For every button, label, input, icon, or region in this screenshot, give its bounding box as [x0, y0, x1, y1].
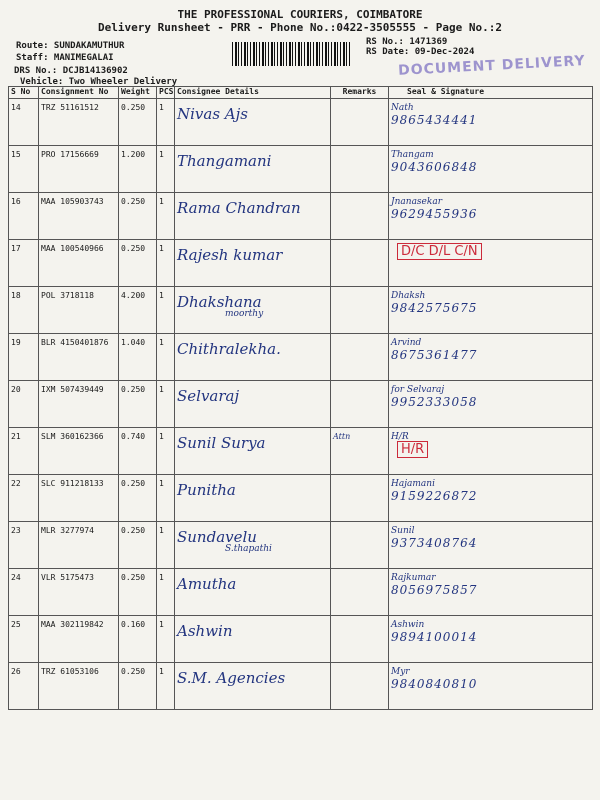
- cell-remarks: [331, 428, 389, 475]
- cell-remarks: [331, 381, 389, 428]
- cell-pcs: [157, 381, 175, 428]
- cell-sno: [9, 99, 39, 146]
- cell-consignee: [175, 475, 331, 522]
- cell-consignee: [175, 522, 331, 569]
- cell-consignment: [39, 334, 119, 381]
- signature-mark: Rajkumar: [391, 573, 436, 583]
- cell-pcs: [157, 663, 175, 710]
- signature-mark: Dhaksh: [391, 291, 426, 301]
- cell-weight: [119, 381, 157, 428]
- cell-remarks: [331, 240, 389, 287]
- weight-value: 1.200: [121, 150, 146, 159]
- red-remark-mark: D/C D/L C/N: [397, 243, 482, 260]
- consignee-name: Dhakshana: [177, 293, 262, 311]
- pcs-value: 1: [159, 432, 164, 441]
- consignee-name: Punitha: [177, 481, 236, 499]
- cell-pcs: [157, 616, 175, 663]
- weight-value: 0.250: [121, 526, 146, 535]
- pcs-value: 1: [159, 150, 164, 159]
- table-row: [9, 193, 593, 240]
- serial-number: 23: [11, 526, 21, 535]
- signature-mark: Myr: [391, 667, 410, 677]
- table-row: [9, 569, 593, 616]
- consignee-name-line2: moorthy: [225, 309, 264, 319]
- table-row: [9, 334, 593, 381]
- cell-signature: [389, 663, 593, 710]
- col-header-signature: Seal & Signature: [389, 87, 593, 99]
- cell-signature: [389, 428, 593, 475]
- consignment-number: MLR 3277974: [41, 526, 94, 535]
- cell-consignment: [39, 663, 119, 710]
- pcs-value: 1: [159, 573, 164, 582]
- weight-value: 0.250: [121, 573, 146, 582]
- signature-mark: Sunil: [391, 526, 415, 536]
- rs-date: RS Date: 09-Dec-2024: [366, 47, 475, 57]
- consignment-number: MAA 105903743: [41, 197, 104, 206]
- pcs-value: 1: [159, 338, 164, 347]
- serial-number: 17: [11, 244, 21, 253]
- consignee-name: Ashwin: [177, 622, 233, 640]
- table-row: [9, 616, 593, 663]
- consignment-number: VLR 5175473: [41, 573, 94, 582]
- signature-mark: Nath: [391, 103, 414, 113]
- cell-remarks: [331, 287, 389, 334]
- cell-consignee: [175, 381, 331, 428]
- weight-value: 0.740: [121, 432, 146, 441]
- cell-consignment: [39, 193, 119, 240]
- col-header-consignee: Consignee Details: [175, 87, 331, 99]
- cell-consignment: [39, 240, 119, 287]
- cell-signature: [389, 616, 593, 663]
- cell-pcs: [157, 146, 175, 193]
- weight-value: 0.250: [121, 385, 146, 394]
- pcs-value: 1: [159, 197, 164, 206]
- serial-number: 20: [11, 385, 21, 394]
- serial-number: 26: [11, 667, 21, 676]
- cell-sno: [9, 193, 39, 240]
- consignment-number: MAA 100540966: [41, 244, 104, 253]
- receiver-phone: 9842575675: [391, 301, 478, 315]
- table-row: [9, 99, 593, 146]
- staff-label: Staff: MANIMEGALAI: [16, 53, 114, 63]
- cell-sno: [9, 522, 39, 569]
- table-row: [9, 663, 593, 710]
- consignee-name: Thangamani: [177, 152, 272, 170]
- receiver-phone: 9159226872: [391, 489, 478, 503]
- cell-consignment: [39, 146, 119, 193]
- table-row: [9, 146, 593, 193]
- col-header-sno: S No: [9, 87, 39, 99]
- signature-mark: Hajamani: [391, 479, 435, 489]
- cell-signature: [389, 287, 593, 334]
- consignee-name: Sundavelu: [177, 528, 257, 546]
- cell-remarks: [331, 663, 389, 710]
- cell-pcs: [157, 193, 175, 240]
- cell-weight: [119, 616, 157, 663]
- consignee-name-line2: S.thapathi: [225, 544, 272, 554]
- serial-number: 16: [11, 197, 21, 206]
- cell-consignee: [175, 616, 331, 663]
- cell-pcs: [157, 334, 175, 381]
- serial-number: 19: [11, 338, 21, 347]
- consignment-number: PRO 17156669: [41, 150, 99, 159]
- cell-consignee: [175, 146, 331, 193]
- cell-consignment: [39, 99, 119, 146]
- cell-pcs: [157, 569, 175, 616]
- consignment-number: SLM 360162366: [41, 432, 104, 441]
- receiver-phone: 9865434441: [391, 113, 478, 127]
- cell-pcs: [157, 240, 175, 287]
- receiver-phone: 8675361477: [391, 348, 478, 362]
- consignee-name: Sunil Surya: [177, 434, 266, 452]
- cell-remarks: [331, 475, 389, 522]
- weight-value: 0.250: [121, 667, 146, 676]
- receiver-phone: 9894100014: [391, 630, 478, 644]
- receiver-phone: 9629455936: [391, 207, 478, 221]
- cell-consignee: [175, 240, 331, 287]
- pcs-value: 1: [159, 479, 164, 488]
- consignment-number: TRZ 61053106: [41, 667, 99, 676]
- consignment-number: MAA 302119842: [41, 620, 104, 629]
- cell-signature: [389, 193, 593, 240]
- cell-weight: [119, 334, 157, 381]
- signature-mark: Jnanasekar: [391, 197, 442, 207]
- cell-weight: [119, 663, 157, 710]
- signature-mark: Thangam: [391, 150, 434, 160]
- cell-sno: [9, 616, 39, 663]
- consignment-number: POL 3718118: [41, 291, 94, 300]
- signature-mark: Ashwin: [391, 620, 425, 630]
- rs-number: RS No.: 1471369: [366, 37, 448, 47]
- table-row: [9, 287, 593, 334]
- cell-weight: [119, 146, 157, 193]
- table-row: [9, 381, 593, 428]
- signature-mark: H/R: [391, 432, 409, 442]
- weight-value: 0.250: [121, 479, 146, 488]
- consignee-name: Amutha: [177, 575, 237, 593]
- col-header-consignment: Consignment No: [39, 87, 119, 99]
- consignment-number: TRZ 51161512: [41, 103, 99, 112]
- serial-number: 21: [11, 432, 21, 441]
- cell-pcs: [157, 287, 175, 334]
- cell-pcs: [157, 475, 175, 522]
- pcs-value: 1: [159, 526, 164, 535]
- cell-weight: [119, 99, 157, 146]
- serial-number: 25: [11, 620, 21, 629]
- receiver-phone: 9373408764: [391, 536, 478, 550]
- weight-value: 1.040: [121, 338, 146, 347]
- signature-mark: Arvind: [391, 338, 422, 348]
- cell-sno: [9, 475, 39, 522]
- serial-number: 14: [11, 103, 21, 112]
- cell-signature: [389, 334, 593, 381]
- cell-pcs: [157, 522, 175, 569]
- cell-weight: [119, 240, 157, 287]
- cell-signature: [389, 99, 593, 146]
- company-title: THE PROFESSIONAL COURIERS, COIMBATORE: [177, 8, 423, 21]
- cell-consignee: [175, 569, 331, 616]
- document-delivery-stamp: DOCUMENT DELIVERY: [397, 53, 586, 79]
- receiver-phone: 8056975857: [391, 583, 478, 597]
- cell-consignment: [39, 522, 119, 569]
- consignee-name: Selvaraj: [177, 387, 240, 405]
- cell-remarks: [331, 522, 389, 569]
- cell-signature: [389, 381, 593, 428]
- weight-value: 4.200: [121, 291, 146, 300]
- cell-consignment: [39, 616, 119, 663]
- cell-consignment: [39, 569, 119, 616]
- cell-signature: [389, 475, 593, 522]
- weight-value: 0.160: [121, 620, 146, 629]
- col-header-remarks: Remarks: [331, 87, 389, 99]
- cell-sno: [9, 381, 39, 428]
- runsheet-table: [8, 86, 593, 710]
- cell-weight: [119, 522, 157, 569]
- cell-pcs: [157, 428, 175, 475]
- consignee-name: Rama Chandran: [177, 199, 301, 217]
- cell-remarks: [331, 146, 389, 193]
- consignment-number: SLC 911218133: [41, 479, 104, 488]
- barcode-image: [232, 42, 352, 66]
- weight-value: 0.250: [121, 244, 146, 253]
- cell-remarks: [331, 616, 389, 663]
- pcs-value: 1: [159, 385, 164, 394]
- cell-sno: [9, 334, 39, 381]
- cell-consignment: [39, 428, 119, 475]
- cell-consignment: [39, 381, 119, 428]
- route-label: Route: SUNDAKAMUTHUR: [16, 41, 125, 51]
- serial-number: 22: [11, 479, 21, 488]
- vehicle-label: Vehicle: Two Wheeler Delivery: [20, 77, 178, 87]
- table-row: [9, 240, 593, 287]
- cell-sno: [9, 663, 39, 710]
- table-header-row: [9, 87, 593, 99]
- serial-number: 15: [11, 150, 21, 159]
- cell-consignee: [175, 193, 331, 240]
- cell-sno: [9, 240, 39, 287]
- receiver-phone: 9952333058: [391, 395, 478, 409]
- serial-number: 18: [11, 291, 21, 300]
- cell-consignee: [175, 287, 331, 334]
- pcs-value: 1: [159, 244, 164, 253]
- weight-value: 0.250: [121, 197, 146, 206]
- cell-remarks: [331, 569, 389, 616]
- cell-pcs: [157, 99, 175, 146]
- cell-remarks: [331, 334, 389, 381]
- pcs-value: 1: [159, 620, 164, 629]
- cell-remarks: [331, 193, 389, 240]
- cell-signature: [389, 240, 593, 287]
- cell-sno: [9, 287, 39, 334]
- table-row: [9, 522, 593, 569]
- signature-mark: for Selvaraj: [391, 385, 445, 395]
- table-row: [9, 475, 593, 522]
- consignee-name: S.M. Agencies: [177, 669, 286, 687]
- cell-sno: [9, 569, 39, 616]
- consignment-number: IXM 507439449: [41, 385, 104, 394]
- cell-sno: [9, 428, 39, 475]
- consignee-name: Rajesh kumar: [177, 246, 283, 264]
- col-header-weight: Weight: [119, 87, 157, 99]
- cell-consignment: [39, 287, 119, 334]
- cell-signature: [389, 569, 593, 616]
- cell-consignee: [175, 663, 331, 710]
- table-row: [9, 428, 593, 475]
- serial-number: 24: [11, 573, 21, 582]
- cell-weight: [119, 428, 157, 475]
- cell-weight: [119, 475, 157, 522]
- cell-signature: [389, 522, 593, 569]
- cell-sno: [9, 146, 39, 193]
- pcs-value: 1: [159, 291, 164, 300]
- consignment-number: BLR 4150401876: [41, 338, 109, 347]
- receiver-phone: 9840840810: [391, 677, 478, 691]
- pcs-value: 1: [159, 667, 164, 676]
- cell-weight: [119, 193, 157, 240]
- cell-remarks: [331, 99, 389, 146]
- cell-signature: [389, 146, 593, 193]
- red-remark-mark: H/R: [397, 441, 428, 458]
- cell-consignee: [175, 334, 331, 381]
- weight-value: 0.250: [121, 103, 146, 112]
- runsheet-subtitle: Delivery Runsheet - PRR - Phone No.:0422-3505555 - Page No.:2: [98, 21, 502, 34]
- cell-consignment: [39, 475, 119, 522]
- consignee-name: Nivas Ajs: [177, 105, 248, 123]
- drs-number: DRS No.: DCJB14136902: [14, 66, 128, 76]
- remark-note: Attn: [333, 432, 351, 441]
- receiver-phone: 9043606848: [391, 160, 478, 174]
- consignee-name: Chithralekha.: [177, 340, 281, 358]
- cell-weight: [119, 287, 157, 334]
- col-header-pcs: PCS: [157, 87, 175, 99]
- cell-consignee: [175, 99, 331, 146]
- cell-weight: [119, 569, 157, 616]
- pcs-value: 1: [159, 103, 164, 112]
- cell-consignee: [175, 428, 331, 475]
